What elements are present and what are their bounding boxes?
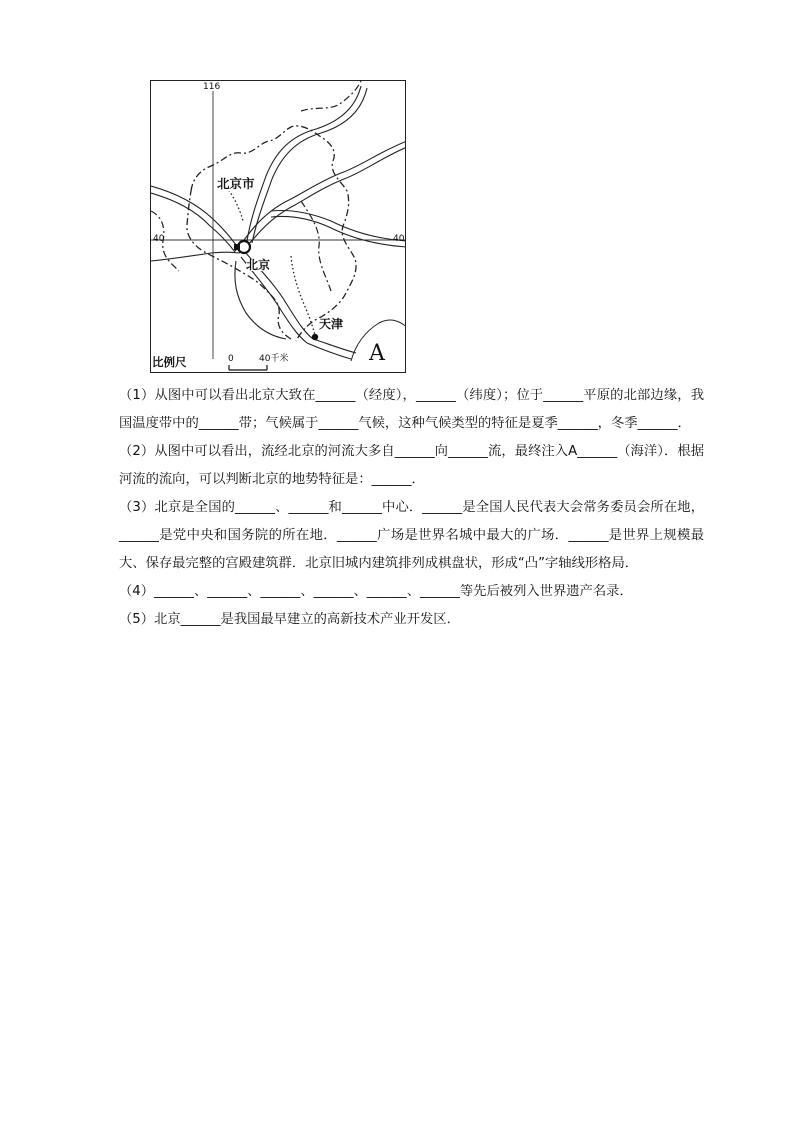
question-4: （4）______、______、______、______、______、______等先后被列入世界遗产名录． <box>119 584 633 599</box>
question-2: （2）从图中可以看出，流经北京的河流大多自______向______流，最终注入A______（海洋）．根据河流的流向，可以判断北京的地势特征是：______． <box>119 444 704 487</box>
scale-distance: 40千米 <box>259 354 289 364</box>
railway <box>291 256 316 339</box>
sea-label: A <box>369 341 385 366</box>
question-1: （1）从图中可以看出北京大致在______（经度），______（纬度）；位于______平原的北部边缘，我国温度带中的______带；气候属于______气候，这种气候类型的特征是夏季______，冬季______． <box>119 388 704 431</box>
tianjin-label: 天津 <box>319 317 344 331</box>
latitude-label-left: 40 <box>153 234 165 244</box>
beijing-label: 北京 <box>246 258 271 272</box>
tianjin-marker <box>312 334 318 340</box>
question-3: （3）北京是全国的______、______和______中心．______是全国人民代表大会常务委员会所在地，______是党中央和国务院的所在地．______广场是世界名城中最大的广场．______是世界上规模最大、保存最完整的宫殿建筑群．北京旧城内建筑排列成棋盘状，形成“凸”字轴线形格局． <box>119 500 704 571</box>
boundary-beijing <box>187 126 356 341</box>
scale-zero: 0 <box>228 354 234 364</box>
map-lines <box>151 81 406 373</box>
scale-title: 比例尺 <box>152 355 187 369</box>
latitude-label-right: 40 <box>393 234 405 244</box>
question-list <box>92 382 704 634</box>
region-label: 北京市 <box>217 176 255 191</box>
beijing-dot <box>234 244 240 250</box>
beijing-map <box>150 80 406 373</box>
longitude-label: 116 <box>203 82 221 92</box>
question-5: （5）北京______是我国最早建立的高新技术产业开发区． <box>119 612 460 627</box>
